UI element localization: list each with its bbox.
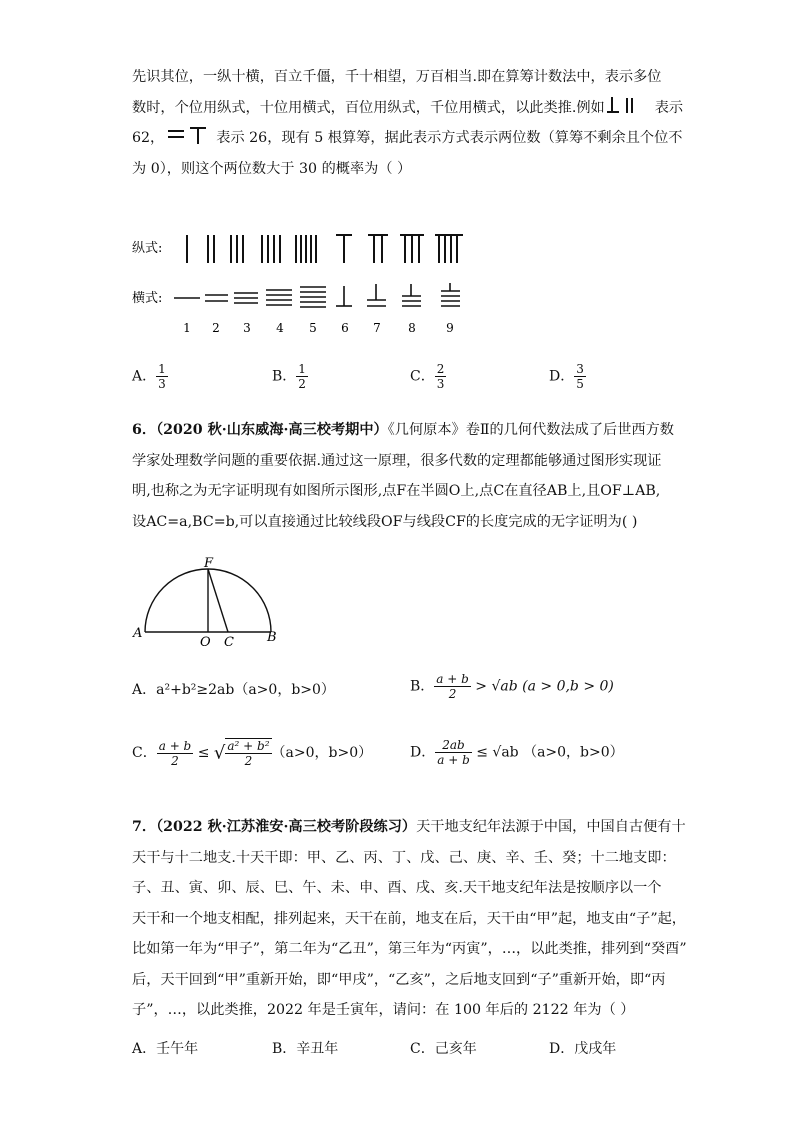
semicircle-figure [130, 555, 290, 650]
q7-line-7: 子”，…，以此类推，2022 年是壬寅年，请问：在 100 年后的 2122 年为（ ） [132, 1002, 635, 1018]
counting-rod-26-icon [166, 125, 214, 145]
segment-cf [208, 569, 228, 632]
rod-number: 5 [309, 321, 317, 335]
q7-option-b[interactable]: B．辛丑年 [272, 1041, 339, 1057]
rod-number: 4 [276, 321, 284, 335]
q6-text [132, 415, 672, 537]
q6-option-d[interactable]: D． $\frac{2ab}{a + b}$ ≤ √ab （a>0，b>0） [410, 738, 624, 767]
q7-line-6: 后，天干回到“甲”重新开始，即“甲戌”，“乙亥”，之后地支回到“子”重新开始，即“丙 [132, 971, 666, 988]
q5-option-b[interactable]: B． $\frac{1}{2}$ [272, 362, 306, 391]
q7-option-d[interactable]: D．戊戌年 [549, 1041, 617, 1057]
q7-option-a[interactable]: A．壬午年 [132, 1041, 199, 1057]
counting-rods-figure [130, 228, 470, 338]
rod-number-labels [183, 321, 454, 335]
point-c-label: C [224, 635, 234, 650]
rod-number: 8 [408, 321, 416, 335]
q7-option-c[interactable]: C．己亥年 [410, 1041, 477, 1057]
q6-line-3: 明,也称之为无字证明现有如图所示图形,点F在半圆O上,点C在直径AB上,且OF⊥AB, [132, 483, 661, 499]
point-b-label: B [267, 630, 277, 645]
q6-line-1: 6．（2020 秋·山东威海·高三校考期中）《几何原本》卷Ⅱ的几何代数法成了后世西方数 [132, 422, 674, 438]
q6-option-b[interactable]: B． $\frac{a + b}{2}$ > √ab (a > 0,b > 0) [410, 672, 614, 701]
rod-number: 2 [212, 321, 220, 335]
rod-number: 6 [341, 321, 349, 335]
q7-line-3: 子、丑、寅、卯、辰、巳、午、未、申、酉、戌、亥.天干地支纪年法是按顺序以一个 [132, 880, 662, 896]
q6-option-a[interactable]: A．a²+b²≥2ab（a>0，b>0） [132, 682, 335, 698]
horizontal-rods [174, 283, 460, 307]
q5-option-d[interactable]: D． $\frac{3}{5}$ [549, 362, 584, 391]
q7-text [132, 812, 687, 1026]
q5-line-3: 62， 表示 26，现有 5 根算筹，据此表示方式表示两位数（算筹不剩余且个位不 [132, 123, 672, 154]
q7-line-1: 7．（2022 秋·江苏淮安·高三校考阶段练习）天干地支纪年法源于中国，中国自古便有十 [132, 819, 686, 835]
q6-line-4: 设AC=a,BC=b,可以直接通过比较线段OF与线段CF的长度完成的无字证明为( ) [132, 513, 638, 530]
q5-text [132, 62, 684, 184]
vertical-label: 纵式: [132, 241, 163, 256]
q7-line-2: 天干与十二地支.十天干即：甲、乙、丙、丁、戊、己、庚、辛、壬、癸；十二地支即： [132, 849, 676, 866]
rod-number: 7 [373, 321, 381, 335]
q5-option-a[interactable]: A． $\frac{1}{3}$ [132, 362, 166, 391]
q5-option-c[interactable]: C． $\frac{2}{3}$ [410, 362, 445, 391]
q6-option-c[interactable]: C． $\frac{a + b}{2}$ ≤ √ $\frac{\text{a² + b²}}{2}$ （a>0，b>0） [132, 738, 373, 768]
q5-line-4: 为 0），则这个两位数大于 30 的概率为（ ） [132, 160, 412, 177]
point-f-label: F [204, 556, 214, 571]
horizontal-label: 横式: [132, 291, 163, 306]
rod-number: 3 [243, 321, 251, 335]
q7-line-4: 天干和一个地支相配，排列起来，天干在前，地支在后，天干由“甲”起，地支由“子”起， [132, 910, 686, 927]
counting-rod-62-icon [607, 95, 653, 115]
point-a-label: A [133, 626, 143, 641]
q6-line-2: 学家处理数学问题的重要依据.通过这一原理，很多代数的定理都能够通过图形实现证 [132, 452, 662, 469]
q5-line-2: 数时，个位用纵式，十位用横式，百位用纵式，千位用横式，以此类推.例如 表示 [132, 93, 672, 124]
q5-line-1: 先识其位，一纵十横，百立千僵，千十相望，万百相当.即在算筹计数法中，表示多位 [132, 69, 662, 85]
rod-number: 1 [183, 321, 191, 335]
rod-number: 9 [446, 321, 454, 335]
point-o-label: O [200, 635, 211, 650]
q7-line-5: 比如第一年为“甲子”，第二年为“乙丑”，第三年为“丙寅”，…，以此类推，排列到“癸酉” [132, 941, 687, 957]
vertical-rods [187, 235, 463, 263]
